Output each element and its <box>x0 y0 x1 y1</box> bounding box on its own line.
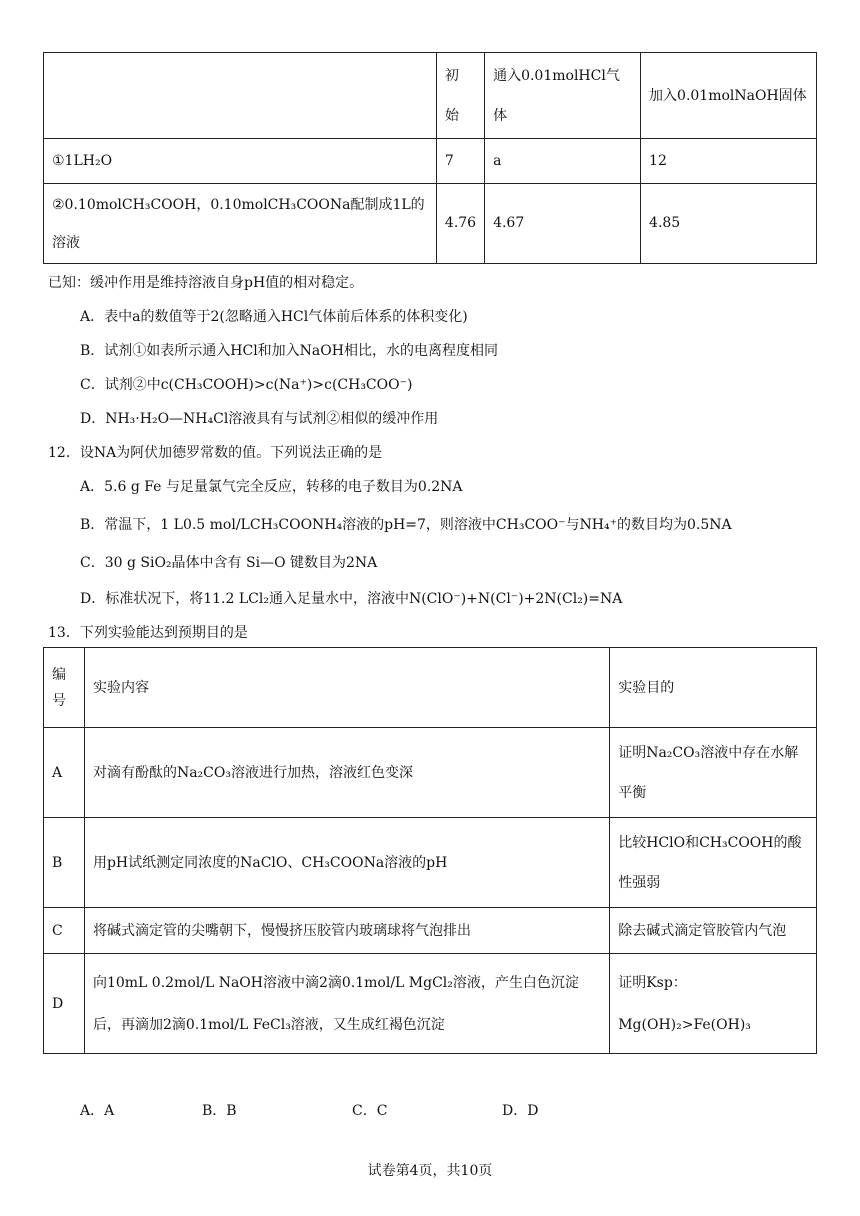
table-header-cell <box>44 53 437 139</box>
option-c: C．30 g SiO₂晶体中含有 Si—O 键数目为2NA <box>80 555 378 571</box>
choice-a: A．A <box>80 1103 115 1119</box>
table-header-cell: 实验内容 <box>84 648 609 728</box>
table-header-cell: 初始 <box>436 53 484 139</box>
page-footer: 试卷第4页，共10页 <box>367 1163 493 1179</box>
purpose-cell: 证明Ksp：Mg(OH)₂>Fe(OH)₃ <box>610 954 817 1054</box>
value-cell: 7 <box>436 139 484 184</box>
question-12-stem: 12．设NA为阿伏加德罗常数的值。下列说法正确的是 <box>48 445 383 461</box>
choice-b: B．B <box>202 1103 237 1119</box>
option-c: C．试剂②中c(CH₃COOH)>c(Na⁺)>c(CH₃COO⁻) <box>80 377 413 393</box>
content-cell: 向10mL 0.2mol/L NaOH溶液中滴2滴0.1mol/L MgCl₂溶液，产生白色沉淀后，再滴加2滴0.1mol/L FeCl₃溶液，又生成红褐色沉淀 <box>84 954 609 1054</box>
table-row <box>44 728 817 818</box>
choice-d: D．D <box>502 1103 539 1119</box>
purpose-cell: 证明Na₂CO₃溶液中存在水解平衡 <box>610 728 817 818</box>
option-d: D．标准状况下，将11.2 LCl₂通入足量水中，溶液中N(ClO⁻)+N(Cl⁻)+2N(Cl₂)=NA <box>80 591 623 607</box>
choice-c: C．C <box>352 1103 388 1119</box>
table-header-cell: 实验目的 <box>610 648 817 728</box>
option-d: D．NH₃·H₂O—NH₄Cl溶液具有与试剂②相似的缓冲作用 <box>80 411 439 427</box>
option-b: B．常温下，1 L0.5 mol/LCH₃COONH₄溶液的pH=7，则溶液中CH₃COO⁻与NH₄⁺的数目均为0.5NA <box>80 517 732 533</box>
content-cell: 用pH试纸测定同浓度的NaClO、CH₃COONa溶液的pH <box>84 818 609 908</box>
purpose-cell: 比较HClO和CH₃COOH的酸性强弱 <box>610 818 817 908</box>
table-header-cell: 编号 <box>44 648 85 728</box>
table-row <box>44 818 817 908</box>
value-cell: 4.76 <box>436 184 484 264</box>
table-header-cell: 通入0.01molHCl气体 <box>485 53 641 139</box>
row-id: B <box>44 818 85 908</box>
content-cell: 对滴有酚酞的Na₂CO₃溶液进行加热，溶液红色变深 <box>84 728 609 818</box>
known-note: 已知：缓冲作用是维持溶液自身pH值的相对稳定。 <box>48 275 364 291</box>
option-a: A．表中a的数值等于2(忽略通入HCl气体前后体系的体积变化) <box>80 309 468 325</box>
table-row <box>44 954 817 1054</box>
table-header-row <box>44 53 817 139</box>
question-13-stem: 13．下列实验能达到预期目的是 <box>48 625 248 641</box>
table-row <box>44 908 817 954</box>
row-id: A <box>44 728 85 818</box>
row-id: C <box>44 908 85 954</box>
option-a: A．5.6 g Fe 与足量氯气完全反应，转移的电子数目为0.2NA <box>80 479 463 495</box>
table-header-cell: 加入0.01molNaOH固体 <box>641 53 817 139</box>
purpose-cell: 除去碱式滴定管胶管内气泡 <box>610 908 817 954</box>
value-cell: 12 <box>641 139 817 184</box>
table-row <box>44 139 817 184</box>
experiment-table <box>43 647 817 1054</box>
value-cell: a <box>485 139 641 184</box>
value-cell: 4.85 <box>641 184 817 264</box>
row-id: D <box>44 954 85 1054</box>
content-cell: 将碱式滴定管的尖嘴朝下，慢慢挤压胶管内玻璃球将气泡排出 <box>84 908 609 954</box>
option-b: B．试剂①如表所示通入HCl和加入NaOH相比，水的电离程度相同 <box>80 343 498 359</box>
row-label: ①1LH₂O <box>44 139 437 184</box>
table-row <box>44 184 817 264</box>
row-label: ②0.10molCH₃COOH，0.10molCH₃COONa配制成1L的溶液 <box>44 184 437 264</box>
table-header-row <box>44 648 817 728</box>
buffer-table <box>43 52 817 264</box>
value-cell: 4.67 <box>485 184 641 264</box>
